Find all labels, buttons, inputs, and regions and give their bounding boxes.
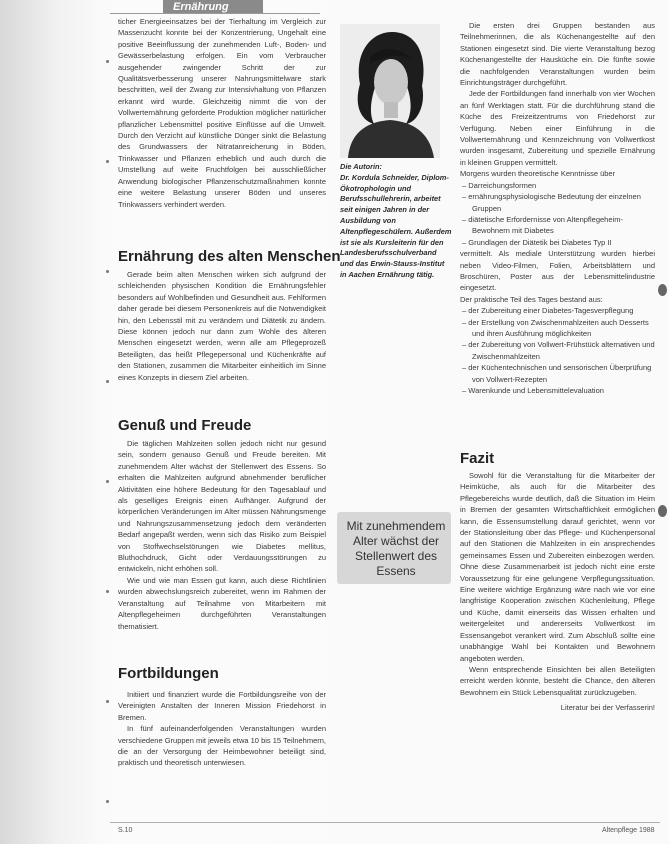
list-item: – der Zubereitung einer Diabetes-Tagesverpflegung — [462, 306, 634, 316]
literature-note: Literatur bei der Verfasserin! — [560, 703, 655, 713]
section-body-fortbildungen: Initiiert und finanziert wurde die Fortbildungsreihe von der Vereinigten Anstalten der Inneren Mission Friedehorst in Bremen. In fünf aufeinanderfolgenden Veranstaltungen wurden verschiedene Gruppen mit jeweils etwa 10 bis 15 Teilnehmern, die an der Versorgung der Heimbewohner beteiligt sind, praktisch und theoretisch unterwiesen. — [118, 690, 326, 768]
list-item: – Grundlagen der Diätetik bei Diabetes Typ II — [462, 237, 612, 247]
list-item: – der Zubereitung von Vollwert-Frühstück alternativen und Zwischenmahlzeiten — [462, 340, 655, 361]
binding-dot — [106, 590, 109, 593]
list-item: – der Küchentechnischen und sensorischen Überprüfung von Vollwert-Rezepten — [462, 363, 652, 384]
binding-dot — [106, 800, 109, 803]
author-portrait — [340, 24, 440, 158]
section-heading-alten: Ernährung des alten Menschen — [118, 248, 341, 265]
footer-rule — [110, 822, 660, 823]
author-photo — [340, 24, 440, 158]
section-heading-fazit: Fazit — [460, 450, 495, 467]
right-text-column: Die ersten drei Gruppen bestanden aus Teilnehmerinnen, die als Küchenangestellte auf den Stationen eingesetzt sind. Die vierte Veranstaltung bezog Küchenangestellte der Hausküche ein. Die fünfte sowie die nachfolgenden Veranstaltungen wurden beim Einrichtungsträger durchgeführt. Jede der Fortbildungen fand innerhalb von vier Wochen an fünf Werktagen statt. Für die durchführung stand die Küche des Freizeitzentrums von Friedehorst zur Verfügung. Neben einer Einführung in die Vollwerternährung und Kennzeichnung von Vollwertkost wurden insgesamt, Zubereitung und spezielle Ernährung in kleinen Gruppen vermittelt. Morgens wurden theoretische Kenntnisse über – Darreichungsformen – ernährungsphysiologische Bedeutung der einzelnen Gruppen – diätetische Erfordernisse von Altenpflegeheim-Bewohnern mit Diabetes – Grundlagen der Diätetik bei Diabetes Typ II vermittelt. Als mediale Unterstützung wurden hierbei neben Video-Filmen, Folien, Arbeitsblättern und Broschüren, Poster aus der Lebensmittelindustrie eingesetzt. Der praktische Teil des Tages bestand aus: – der Zubereitung einer Diabetes-Tagesverpflegung – der Erstellung von Zwischenmahlzeiten auch Desserts und ihren Ausführung möglichkeiten – der Zubereitung von Vollwert-Frühstück alternativen und Zwischenmahlzeiten – der Küchentechnischen und sensorischen Überprüfung von Vollwert-Rezepten – Warenkunde und Lebensmittelevaluation — [460, 21, 655, 395]
binding-dot — [106, 700, 109, 703]
list-item: – Warenkunde und Lebensmittelevaluation — [462, 386, 604, 395]
section-body-fazit: Sowohl für die Veranstaltung für die Mitarbeiter der Heimküche, als auch für die Mitarbeiter des Pflegebereichs wurde deutlich, daß die Situation im Heim in Bremen der gesamten Wirtschaftlichkeit ermöglichen kann, die Essensumstellung darauf gerichtet, wenn vor der Stationsleitung über das Pflege- und Küchenpersonal auf den Stationen die Mahlzeiten in ein ansprechendes gemeinsames Essen und Zubereiten einbezogen werden. Ohne diese Zusammenarbeit ist jedoch nicht eine erste Voraussetzung für eine gelungene Verpflegungssituation. Eine weitere wichtige Ergänzung wäre nach wie vor eine langfristige Kooperation zwischen Küchenleitung, Pflege und Küche, damit einerseits das Wissen erhalten und weitergeleitet und andererseits Vollwertkost im Essensangebot verankert wird. Zum Abschluß sollte eine unabhängige Wahl bei Kontakten und Bewohnern angeboten werden. Wenn entsprechende Einsichten bei allen Beteiligten erreicht werden könnte, besteht die Chance, den älteren Bewohnern ein Stück Lebensqualität zurückzugeben. Literatur bei der Verfasserin! — [460, 471, 655, 713]
caption-text: Dr. Kordula Schneider, Diplom-Ökotrophologin und Berufsschullehrerin, arbeitet seit einigen Jahren in der Ausbildung von Altenpflegeschülern. Außerdem ist sie als Kursleiterin für den Landesberufsschulverband und das Erwin-Stauss-Institut in Aachen Ernährung tätig. — [340, 172, 452, 279]
page-marker — [658, 505, 667, 517]
list-item: – diätetische Erfordernisse von Altenpflegeheim-Bewohnern mit Diabetes — [462, 214, 623, 236]
binding-dot — [106, 270, 109, 273]
page-number-left: S.10 — [118, 827, 133, 834]
page-number-right: Altenpflege 1988 — [602, 827, 655, 834]
intro-paragraph: ticher Energieeinsatzes bei der Tierhaltung im Vergleich zur Massenzucht konnte bei der Konzentrierung, Ungehalt eine positive Beeinflussung der zunehmenden Luft-, Boden- und Gewässerbelastung erfolgen. Ein vom Verbraucher ausgehender zwingender Schritt der zur Qualitätsverbesserung unserer Nahrungsmittelware stark beschritten, weil der Zwang zur Intensivhaltung von Pflanzen erkannt wird wurde. Gleichzeitig nimmt die von der Vollwerternährung geforderte Produktion möglicher natürlicher pflanzlicher Lebensmittel positive Einflüsse auf die Umwelt. Durch den Verzicht auf künstliche Dünger sinkt die Belastung des Grundwassers der Nitratanreicherung in Böden, Trinkwasser und Pflanzen erheblich und auch durch die Umstellung auf weite Fruchtfolgen bei ausschließlicher Anwendung biologischer Pflanzenschutzmaßnahmen konnte eine weitere Belastung unserer Böden und unseres Trinkwassers verhindert werden. — [118, 17, 326, 209]
section-body-genuss: Die täglichen Mahlzeiten sollen jedoch nicht nur gesund sein, sondern genauso Genuß und Freude bereiten. Mit zunehmendem Alter wächst der Stellenwert des Essens. So erhalten die Mahlzeiten aufgrund abnehmender beruflicher Aktivitäten eine höhere Bedeutung für den Tagesablauf und als geselliges Ereignis einen Aufhänger. Aufgrund der körperlichen Veränderungen im Alter müssen Nährungsmenge und Nahrungszusammensetzung jedoch dem veränderten Bedarf angepaßt werden, wenn sich das Risiko zum Beispiel von Stoffwechselstörungen wie Diabetes mellitus, Bluthochdruck, Gicht oder Verdauungsstörungen zu entwickeln, nicht erhöhen soll. Wie und wie man Essen gut kann, auch diese Richtlinien wurden abwechslungsreich zubereitet, wenn im Rahmen der Veranstaltung auf Teilnahme von Mitarbeitern mit Altenpflegeheimen durchgeführten Veranstaltungen thematisiert. — [118, 439, 326, 631]
practical-list — [460, 305, 655, 396]
section-heading-genuss: Genuß und Freude — [118, 417, 252, 434]
caption-label: Die Autorin: — [340, 162, 383, 171]
binding-dot — [106, 160, 109, 163]
page-marker — [658, 284, 667, 296]
section-heading-fortbildungen: Fortbildungen — [118, 665, 219, 682]
binding-dot — [106, 480, 109, 483]
list-item: – Darreichungsformen — [462, 180, 537, 190]
author-caption — [340, 162, 452, 281]
header-rule — [110, 13, 320, 14]
section-body-alten: Gerade beim alten Menschen wirken sich aufgrund der schleichenden physischen Kondition die Ernährungsfehler besonders auf Wohlbefinden und Gesundheit aus. Fehlformen daher gerade bei diesem Personenkreis auf die Notwendigkeit hin, den Lebensstil mit zu verändern und Diätetik zu ändern. Diese können jedoch nur dann zum Wohle des älteren Menschen eingesetzt werden, wenn alle am Pflegeprozeß Beteiligten, das heißt Pflegepersonal und Küchenkräfte auf den Stationen, zusammen die Mitarbeiter einheitlich im Sinne eines Konzepts in diesem Ziel arbeiten. — [118, 270, 326, 382]
binding-dot — [106, 380, 109, 383]
binding-shadow — [0, 0, 100, 844]
list-item: – ernährungsphysiologische Bedeutung der einzelnen Gruppen — [462, 192, 641, 213]
knowledge-list — [460, 180, 655, 248]
section-tab: Ernährung — [163, 0, 263, 14]
intro-text-column — [118, 16, 326, 210]
binding-dot — [106, 60, 109, 63]
pullquote-text: Mit zunehmendem Alter wächst der Stellenwert des Essens — [346, 519, 446, 578]
list-item: – der Erstellung von Zwischenmahlzeiten auch Desserts und ihren Ausführung möglichkeiten — [462, 317, 649, 338]
